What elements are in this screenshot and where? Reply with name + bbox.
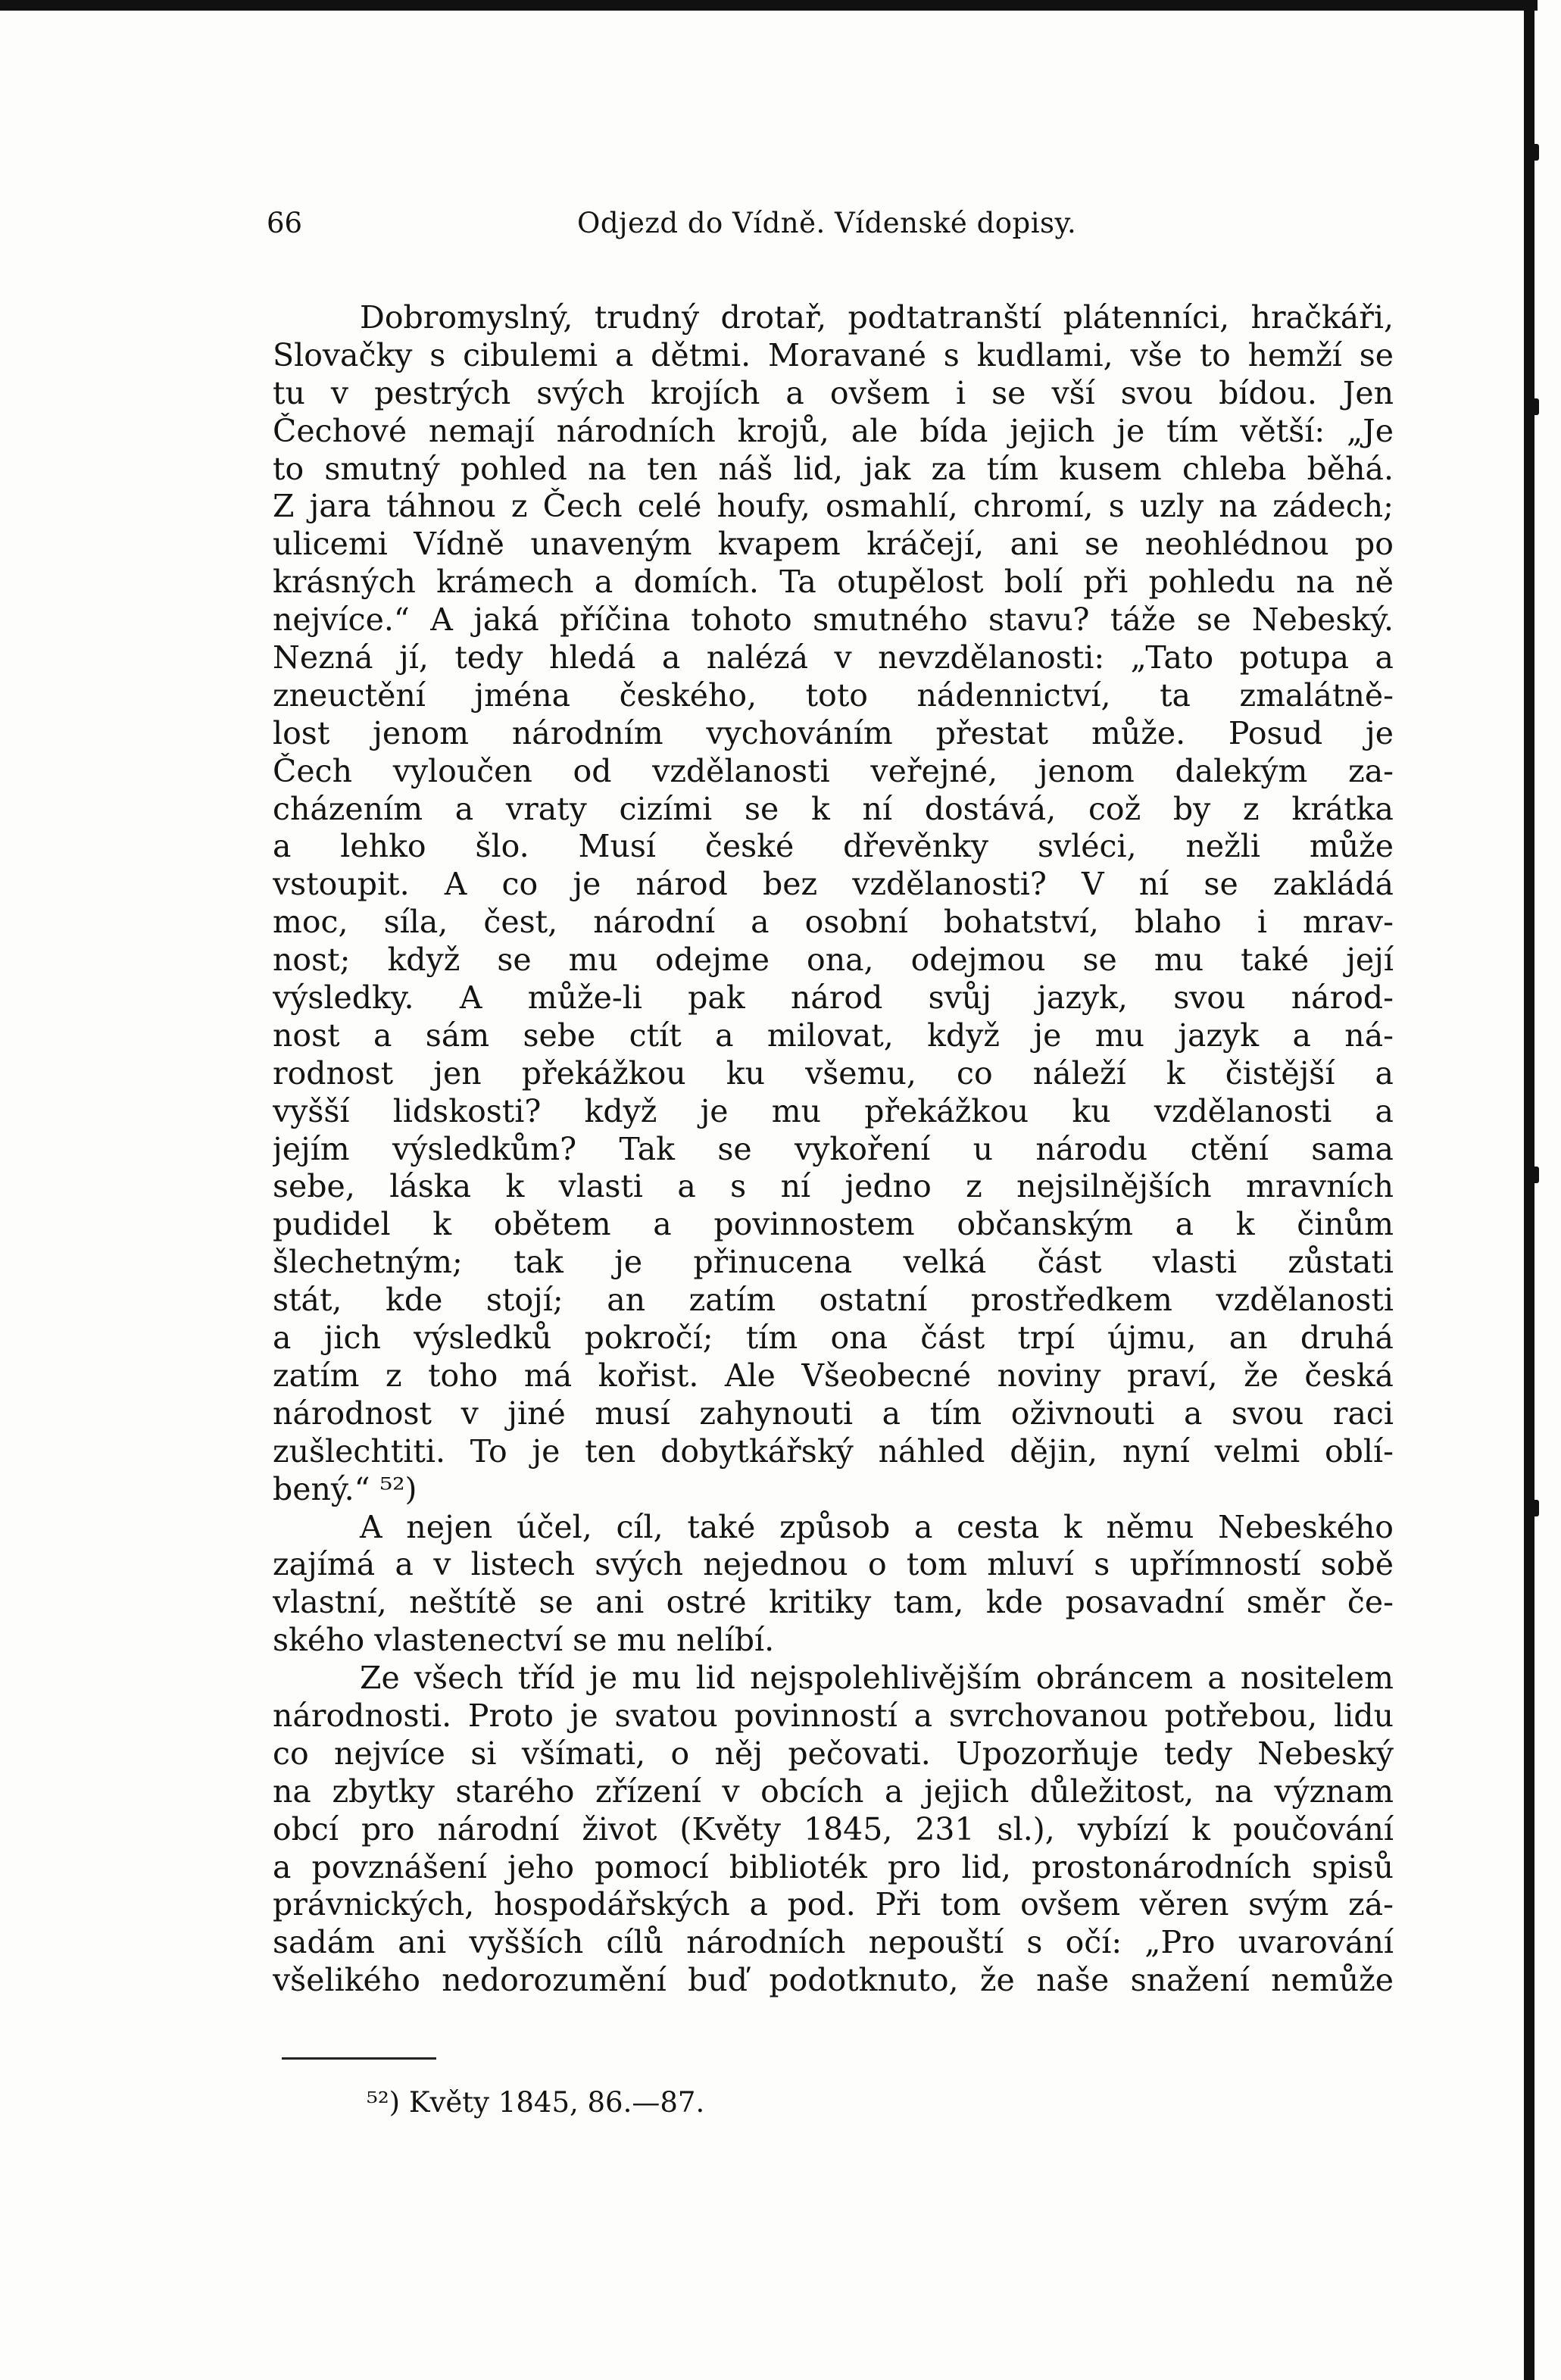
page-number: 66 <box>267 207 303 239</box>
text-line: stát, kde stojí; an zatím ostatní prostředkem vzdělanosti <box>273 1282 1394 1319</box>
text-line: Nezná jí, tedy hledá a nalézá v nevzdělanosti: „Tato potupa a <box>273 639 1394 676</box>
text-line: všelikého nedorozumění buď podotknuto, že naše snažení nemůže <box>273 1962 1394 1999</box>
text-line: ského vlastenectví se mu nelíbí. <box>273 1622 775 1659</box>
text-line: jejím výsledkům? Tak se vykoření u národu ctění sama <box>273 1130 1394 1167</box>
text-line: právnických, hospodářských a pod. Při tom ovšem věren svým zá- <box>273 1886 1394 1923</box>
text-line: cházením a vraty cizími se k ní dostává, což by z krátka <box>273 790 1394 827</box>
text-line: zneuctění jména českého, toto nádennictví, ta zmalátně- <box>273 676 1394 714</box>
text-line: nost a sám sebe ctít a milovat, když je mu jazyk a ná- <box>273 1017 1394 1054</box>
text-line: nejvíce.“ A jaká příčina tohoto smutného stavu? táže se Nebeský. <box>273 601 1394 639</box>
text-line: krásných krámech a domích. Ta otupělost bolí při pohledu na ně <box>273 564 1394 601</box>
text-line: pudidel k obětem a povinnostem občanským a k činům <box>273 1206 1394 1243</box>
footnote: ⁵²) Květy 1845, 86.—87. <box>367 2086 705 2119</box>
text-line: zušlechtiti. To je ten dobytkářský náhled dějin, nyní velmi oblí- <box>273 1432 1394 1470</box>
text-line: lost jenom národním vychováním přestat může. Posud je <box>273 714 1394 751</box>
text-line: Čech vyloučen od vzdělanosti veřejné, jenom dalekým za- <box>273 752 1394 789</box>
text-line: co nejvíce si všímati, o něj pečovati. Upozorňuje tedy Nebeský <box>273 1735 1394 1772</box>
scan-right-border <box>1524 0 1534 2380</box>
running-header <box>267 205 1410 242</box>
text-line: bený.“ ⁵²) <box>273 1470 417 1507</box>
text-line: obcí pro národní život (Květy 1845, 231 sl.), vybízí k poučování <box>273 1810 1394 1847</box>
text-line: sadám ani vyšších cílů národních nepouští s očí: „Pro uvarování <box>273 1924 1394 1961</box>
text-line: Slovačky s cibulemi a dětmi. Moravané s kudlami, vše to hemží se <box>273 336 1394 373</box>
text-line: a jich výsledků pokročí; tím ona část trpí újmu, an druhá <box>273 1320 1394 1357</box>
text-line: A nejen účel, cíl, také způsob a cesta k němu Nebeského <box>360 1508 1394 1545</box>
text-line: a lehko šlo. Musí české dřevěnky svléci, nežli může <box>273 828 1394 865</box>
text-line: národnost v jiné musí zahynouti a tím oživnouti a svou raci <box>273 1395 1394 1432</box>
body-text <box>273 299 1394 2000</box>
text-line: vlastní, neštítě se ani ostré kritiky tam, kde posavadní směr če- <box>273 1584 1394 1621</box>
text-line: Ze všech tříd je mu lid nejspolehlivějším obráncem a nositelem <box>360 1660 1394 1697</box>
scan-artifact-mark <box>1527 1500 1539 1516</box>
text-line: výsledky. A může-li pak národ svůj jazyk, svou národ- <box>273 979 1394 1017</box>
text-line: tu v pestrých svých krojích a ovšem i se vší svou bídou. Jen <box>273 374 1394 411</box>
scan-artifact-mark <box>1527 1167 1539 1183</box>
text-line: Čechové nemají národních krojů, ale bída jejich je tím větší: „Je <box>273 412 1394 449</box>
footnote-divider <box>282 2057 436 2060</box>
text-line: na zbytky starého zřízení v obcích a jejich důležitost, na význam <box>273 1773 1394 1810</box>
scan-artifact-mark <box>1527 144 1539 161</box>
text-line: nost; když se mu odejme ona, odejmou se mu také její <box>273 942 1394 979</box>
text-line: vyšší lidskosti? když je mu překážkou ku vzdělanosti a <box>273 1092 1394 1129</box>
text-line: zajímá a v listech svých nejednou o tom mluví s upřímností sobě <box>273 1546 1394 1583</box>
scan-top-border <box>0 0 1538 11</box>
text-line: Dobromyslný, trudný drotař, podtatranští plátenníci, hračkáři, <box>360 299 1394 336</box>
text-line: ulicemi Vídně unaveným kvapem kráčejí, ani se neohlédnou po <box>273 526 1394 563</box>
text-line: vstoupit. A co je národ bez vzdělanosti? V ní se zakládá <box>273 866 1394 903</box>
text-line: Z jara táhnou z Čech celé houfy, osmahlí, chromí, s uzly na zádech; <box>273 488 1394 525</box>
text-line: sebe, láska k vlasti a s ní jedno z nejsilnějších mravních <box>273 1168 1394 1205</box>
text-line: šlechetným; tak je přinucena velká část vlasti zůstati <box>273 1244 1394 1281</box>
text-line: a povznášení jeho pomocí biblioték pro lid, prostonárodních spisů <box>273 1848 1394 1885</box>
text-line: to smutný pohled na ten náš lid, jak za tím kusem chleba běhá. <box>273 450 1394 487</box>
text-line: moc, síla, čest, národní a osobní bohatství, blaho i mrav- <box>273 904 1394 941</box>
scan-artifact-mark <box>1527 398 1539 415</box>
text-line: rodnost jen překážkou ku všemu, co náleží k čistější a <box>273 1054 1394 1092</box>
running-title: Odjezd do Vídně. Vídenské dopisy. <box>577 207 1077 239</box>
text-line: zatím z toho má kořist. Ale Všeobecné noviny praví, že česká <box>273 1357 1394 1394</box>
text-line: národnosti. Proto je svatou povinností a svrchovanou potřebou, lidu <box>273 1697 1394 1734</box>
